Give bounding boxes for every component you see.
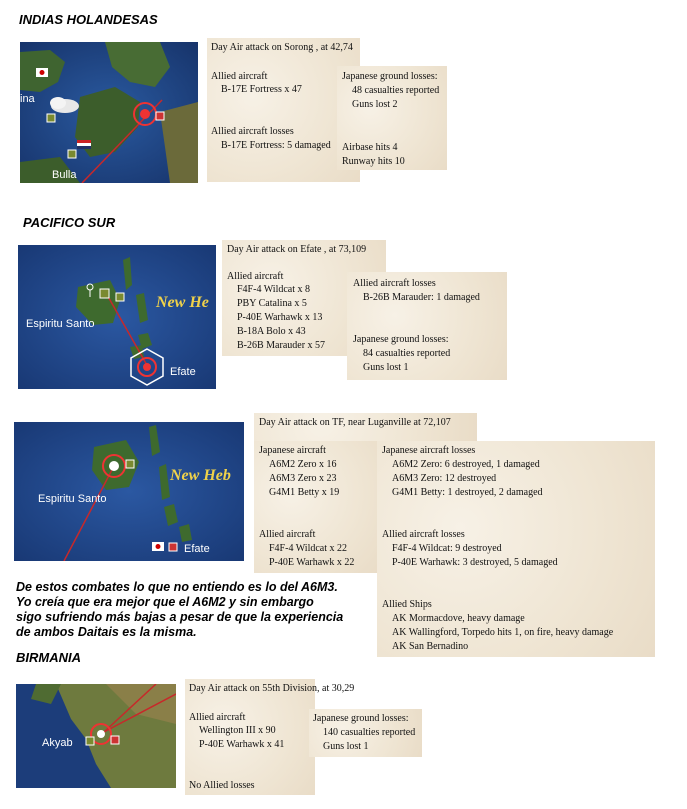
japanese-losses-item: A6M2 Zero: 6 destroyed, 1 damaged <box>392 459 540 470</box>
allied-losses-title: Allied aircraft losses <box>382 529 465 540</box>
ground-losses-item: 84 casualties reported <box>363 348 451 359</box>
ground-losses-item: Guns lost 1 <box>323 741 369 752</box>
japanese-losses-title: Japanese aircraft losses <box>382 445 476 456</box>
comment-line: de ambos Daitais es la misma. <box>16 625 197 639</box>
allied-ships-title: Allied Ships <box>382 599 432 610</box>
map-label-akyab: Akyab <box>42 737 73 749</box>
airbase-hits: Airbase hits 4 <box>342 142 398 153</box>
allied-aircraft-item: P-40E Warhawk x 41 <box>199 739 285 750</box>
japanese-flag-icon <box>152 542 164 551</box>
allied-aircraft-title: Allied aircraft <box>189 712 246 723</box>
map-luganville <box>14 422 244 561</box>
report-header: Day Air attack on 55th Division, at 30,29 <box>189 683 355 694</box>
allied-aircraft-item: PBY Catalina x 5 <box>237 298 307 309</box>
allied-ship-item: AK Wallingford, Torpedo hits 1, on fire, heavy damage <box>392 627 614 638</box>
map-label-efate: Efate <box>184 543 210 555</box>
comment-line: sigo sufriendo más bajas a pesar de que la experiencia <box>16 610 344 624</box>
map-label-bulla: Bulla <box>52 169 77 181</box>
report-header: Day Air attack on Efate , at 73,109 <box>227 244 367 255</box>
runway-hits: Runway hits 10 <box>342 156 405 167</box>
allied-aircraft-item: Wellington III x 90 <box>199 725 276 736</box>
map-title-new-hebrides: New Heb <box>170 467 231 484</box>
report-header: Day Air attack on TF, near Luganville at 72,107 <box>259 417 451 428</box>
map-label-espiritu-santo: Espiritu Santo <box>38 493 107 505</box>
japanese-flag-icon <box>36 68 48 77</box>
ground-losses-title: Japanese ground losses: <box>353 334 449 345</box>
allied-ship-item: AK San Bernadino <box>392 641 469 652</box>
map-akyab <box>16 684 176 788</box>
allied-aircraft-title: Allied aircraft <box>259 529 316 540</box>
comment-line: De estos combates lo que no entiendo es lo del A6M3. <box>16 580 338 594</box>
map-title-new-hebrides: New He <box>156 294 209 311</box>
allied-aircraft-item: P-40E Warhawk x 13 <box>237 312 323 323</box>
ground-losses-title: Japanese ground losses: <box>342 71 438 82</box>
no-allied-losses: No Allied losses <box>189 780 255 791</box>
combat-report-efate-losses <box>347 272 507 380</box>
ground-losses-item: 140 casualties reported <box>323 727 416 738</box>
ground-losses-item: Guns lost 1 <box>363 362 409 373</box>
allied-losses-item: P-40E Warhawk: 3 destroyed, 5 damaged <box>392 557 558 568</box>
allied-aircraft-title: Allied aircraft <box>227 271 284 282</box>
allied-losses-item: B-26B Marauder: 1 damaged <box>363 292 480 303</box>
section-heading-birmania: BIRMANIA <box>16 650 81 665</box>
map-label-ina: ina <box>20 93 35 105</box>
japanese-aircraft-item: A6M3 Zero x 23 <box>269 473 337 484</box>
combat-report-sorong-ground <box>337 66 447 170</box>
allied-losses-title: Allied aircraft losses <box>211 126 294 137</box>
allied-losses-item: B-17E Fortress: 5 damaged <box>221 140 331 151</box>
ground-losses-item: Guns lost 2 <box>352 99 398 110</box>
allied-ship-item: AK Mormacdove, heavy damage <box>392 613 525 624</box>
map-label-espiritu-santo: Espiritu Santo <box>26 318 95 330</box>
combat-report-luganville <box>254 413 477 441</box>
comment-line: Yo creía que era mejor que el A6M2 y sin embargo <box>16 595 314 609</box>
section-heading-indias-holandesas: INDIAS HOLANDESAS <box>19 12 158 27</box>
allied-aircraft-item: F4F-4 Wildcat x 8 <box>237 284 311 295</box>
japanese-aircraft-title: Japanese aircraft <box>259 445 326 456</box>
allied-losses-title: Allied aircraft losses <box>353 278 436 289</box>
combat-report-luganville-aircraft <box>254 441 378 573</box>
map-sorong <box>20 42 198 183</box>
combat-report-luganville-losses <box>377 441 655 657</box>
map-label-efate: Efate <box>170 366 196 378</box>
combat-report-akyab-ground <box>309 709 422 757</box>
japanese-aircraft-item: G4M1 Betty x 19 <box>269 487 340 498</box>
forum-comment <box>16 580 376 640</box>
dutch-flag-icon <box>77 140 91 149</box>
allied-aircraft-title: Allied aircraft <box>211 71 268 82</box>
allied-aircraft-item: B-26B Marauder x 57 <box>237 340 326 351</box>
allied-aircraft-item: P-40E Warhawk x 22 <box>269 557 355 568</box>
ground-losses-title: Japanese ground losses: <box>313 713 409 724</box>
allied-losses-item: F4F-4 Wildcat: 9 destroyed <box>392 543 502 554</box>
map-efate <box>18 245 216 389</box>
section-heading-pacifico-sur: PACIFICO SUR <box>23 215 116 230</box>
japanese-losses-item: G4M1 Betty: 1 destroyed, 2 damaged <box>392 487 543 498</box>
ground-losses-item: 48 casualties reported <box>352 85 440 96</box>
allied-aircraft-item: B-18A Bolo x 43 <box>237 326 306 337</box>
allied-aircraft-item: F4F-4 Wildcat x 22 <box>269 543 348 554</box>
japanese-aircraft-item: A6M2 Zero x 16 <box>269 459 337 470</box>
report-header: Day Air attack on Sorong , at 42,74 <box>211 42 353 53</box>
japanese-losses-item: A6M3 Zero: 12 destroyed <box>392 473 497 484</box>
allied-aircraft-item: B-17E Fortress x 47 <box>221 84 302 95</box>
